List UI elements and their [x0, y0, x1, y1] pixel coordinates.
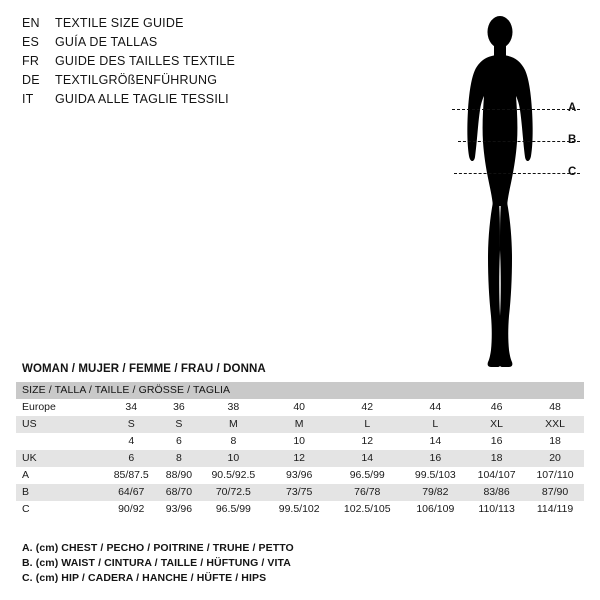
guide-line-a	[452, 109, 580, 110]
language-code: EN	[22, 16, 40, 30]
table-row	[16, 501, 584, 518]
table-cell: 87/90	[526, 484, 584, 501]
table-cell: 79/82	[404, 484, 468, 501]
table-cell: XXL	[526, 416, 584, 433]
table-cell: 10	[199, 450, 267, 467]
table-header-row	[16, 382, 584, 399]
table-cell: 14	[404, 433, 468, 450]
table-cell: 88/90	[158, 467, 199, 484]
language-code: FR	[22, 54, 40, 68]
table-cell: M	[267, 416, 331, 433]
table-cell: L	[331, 416, 404, 433]
table-cell: 110/113	[467, 501, 526, 518]
table-cell: 16	[404, 450, 468, 467]
guide-label-b: B	[568, 134, 577, 146]
table-cell: 34	[104, 399, 158, 416]
language-code: DE	[22, 73, 40, 87]
table-cell: 70/72.5	[199, 484, 267, 501]
language-title: TEXTILE SIZE GUIDE	[55, 16, 184, 30]
note-chest: A. (cm) CHEST / PECHO / POITRINE / TRUHE / PETTO	[22, 542, 294, 554]
row-label: UK	[16, 450, 104, 467]
table-cell: 18	[467, 450, 526, 467]
table-row	[16, 484, 584, 501]
size-table	[16, 382, 584, 518]
language-row	[22, 35, 352, 54]
guide-line-c	[454, 173, 580, 174]
language-row	[22, 73, 352, 92]
table-cell: 14	[331, 450, 404, 467]
table-row	[16, 433, 584, 450]
figure-area	[420, 10, 590, 370]
table-cell: 73/75	[267, 484, 331, 501]
row-label: C	[16, 501, 104, 518]
table-cell: 96.5/99	[199, 501, 267, 518]
row-label: A	[16, 467, 104, 484]
table-cell: 12	[267, 450, 331, 467]
table-cell: 90/92	[104, 501, 158, 518]
table-cell: 42	[331, 399, 404, 416]
row-label: Europe	[16, 399, 104, 416]
table-cell: M	[199, 416, 267, 433]
note-waist: B. (cm) WAIST / CINTURA / TAILLE / HÜFTUNG / VITA	[22, 557, 291, 569]
table-cell: 106/109	[404, 501, 468, 518]
language-row	[22, 92, 352, 111]
language-title: GUIDE DES TAILLES TEXTILE	[55, 54, 236, 68]
table-row	[16, 467, 584, 484]
language-title: GUÍA DE TALLAS	[55, 35, 158, 49]
table-cell: 114/119	[526, 501, 584, 518]
table-cell: 10	[267, 433, 331, 450]
guide-label-a: A	[568, 102, 577, 114]
table-cell: 8	[199, 433, 267, 450]
table-cell: 6	[104, 450, 158, 467]
section-title: WOMAN / MUJER / FEMME / FRAU / DONNA	[22, 363, 266, 375]
table-cell: 12	[331, 433, 404, 450]
table-cell: 36	[158, 399, 199, 416]
table-cell: 83/86	[467, 484, 526, 501]
table-cell: 90.5/92.5	[199, 467, 267, 484]
table-cell: 46	[467, 399, 526, 416]
table-cell: 76/78	[331, 484, 404, 501]
table-cell: 44	[404, 399, 468, 416]
table-cell: 93/96	[267, 467, 331, 484]
table-cell: 18	[526, 433, 584, 450]
table-cell: 102.5/105	[331, 501, 404, 518]
language-code: ES	[22, 35, 40, 49]
table-cell: S	[104, 416, 158, 433]
table-cell: 20	[526, 450, 584, 467]
table-cell: 48	[526, 399, 584, 416]
table-cell: S	[158, 416, 199, 433]
table-cell: 68/70	[158, 484, 199, 501]
table-cell: XL	[467, 416, 526, 433]
language-row	[22, 16, 352, 35]
table-cell: 96.5/99	[331, 467, 404, 484]
language-row	[22, 54, 352, 73]
table-cell: 85/87.5	[104, 467, 158, 484]
language-title: TEXTILGRÖßENFÜHRUNG	[55, 73, 218, 87]
guide-label-c: C	[568, 166, 577, 178]
table-cell: 40	[267, 399, 331, 416]
table-cell: 6	[158, 433, 199, 450]
female-body-silhouette-icon	[440, 10, 560, 370]
table-cell: L	[404, 416, 468, 433]
table-cell: 4	[104, 433, 158, 450]
table-cell: 16	[467, 433, 526, 450]
table-cell: 38	[199, 399, 267, 416]
row-label: US	[16, 416, 104, 433]
table-cell: 64/67	[104, 484, 158, 501]
row-label	[16, 433, 104, 450]
table-cell: 99.5/103	[404, 467, 468, 484]
table-cell: 107/110	[526, 467, 584, 484]
table-cell: 93/96	[158, 501, 199, 518]
table-cell: 104/107	[467, 467, 526, 484]
table-row	[16, 450, 584, 467]
table-row	[16, 399, 584, 416]
table-cell: 99.5/102	[267, 501, 331, 518]
row-label: B	[16, 484, 104, 501]
table-header-label: SIZE / TALLA / TAILLE / GRÖSSE / TAGLIA	[16, 382, 584, 399]
table-cell: 8	[158, 450, 199, 467]
language-code: IT	[22, 92, 34, 106]
measurement-notes	[22, 541, 582, 586]
guide-line-b	[458, 141, 580, 142]
table-row	[16, 416, 584, 433]
note-hip: C. (cm) HIP / CADERA / HANCHE / HÜFTE / HIPS	[22, 572, 267, 584]
language-title-block	[22, 16, 352, 111]
language-title: GUIDA ALLE TAGLIE TESSILI	[55, 92, 229, 106]
